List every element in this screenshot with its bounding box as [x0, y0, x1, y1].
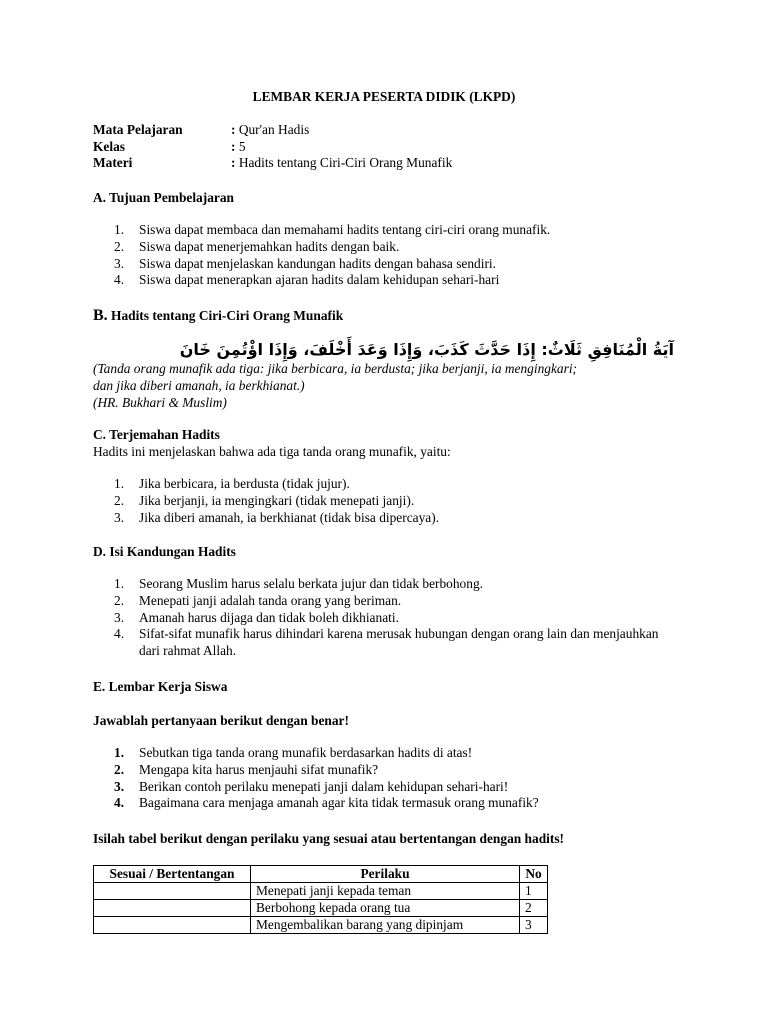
section-a-heading: A. Tujuan Pembelajaran [93, 190, 234, 205]
page-title: LEMBAR KERJA PESERTA DIDIK (LKPD) [252, 89, 516, 104]
meta-label: Mata Pelajaran [93, 122, 183, 137]
behavior-table [93, 865, 548, 934]
list-item: 1. Siswa dapat membaca dan memahami hadits tentang ciri-ciri orang munafik. [114, 222, 551, 237]
section-e-heading: E. Lembar Kerja Siswa [93, 679, 228, 694]
number-cell: 2 [520, 900, 548, 917]
hadith-arabic-text: آيَةُ الْمُنَافِقِ ثَلَاثٌ: إِذَا حَدَّثَ كَذَبَ، وَإِذَا وَعَدَ أَخْلَفَ، وَإِذَا اؤْتُمِنَ خَانَ [179, 340, 674, 359]
list-item: 2. Mengapa kita harus menjauhi sifat munafik? [114, 761, 379, 777]
column-header: No [520, 866, 548, 883]
status-cell[interactable] [94, 900, 251, 917]
list-item: 1. Jika berbicara, ia berdusta (tidak jujur). [114, 476, 350, 491]
column-header: Perilaku [251, 866, 520, 883]
questions-instruction: Jawablah pertanyaan berikut dengan benar! [93, 713, 349, 728]
section-c-intro: Hadits ini menjelaskan bahwa ada tiga tanda orang munafik, yaitu: [93, 444, 451, 459]
meta-label: Kelas [93, 138, 125, 154]
status-cell[interactable] [94, 917, 251, 934]
meta-value: Qur'an Hadis [238, 122, 310, 137]
status-cell[interactable] [94, 883, 251, 900]
list-item: 3. Berikan contoh perilaku menepati janji dalam kehidupan sehari-hari! [114, 778, 509, 794]
behavior-cell: Berbohong kepada orang tua [251, 900, 520, 917]
meta-value: 5 [238, 138, 246, 154]
meta-row-subject: Mata Pelajaran : Qur'an Hadis [93, 122, 310, 137]
table-instruction: Isilah tabel berikut dengan perilaku yang sesuai atau bertentangan dengan hadits! [93, 831, 564, 846]
behavior-cell: Menepati janji kepada teman [251, 883, 520, 900]
meta-row-class: Kelas : 5 [93, 138, 246, 154]
meta-row-material: Materi : Hadits tentang Ciri-Ciri Orang Munafik [93, 155, 453, 170]
list-item: 1. Sebutkan tiga tanda orang munafik berdasarkan hadits di atas! [114, 745, 473, 760]
list-item: 3. Siswa dapat menjelaskan kandungan hadits dengan bahasa sendiri. [114, 255, 496, 271]
objectives-list [93, 222, 550, 289]
list-item: 3. Amanah harus dijaga dan tidak boleh dikhianati. [114, 609, 399, 625]
meta-info [93, 121, 452, 171]
column-header: Sesuai / Bertentangan [94, 866, 251, 883]
list-item: 2. Siswa dapat menerjemahkan hadits dengan baik. [114, 238, 400, 254]
section-c-heading: C. Terjemahan Hadits [93, 427, 220, 442]
list-item: 4. Bagaimana cara menjaga amanah agar kita tidak termasuk orang munafik? [114, 795, 539, 811]
table-row [94, 883, 548, 900]
behavior-cell: Mengembalikan barang yang dipinjam [251, 917, 520, 934]
meta-value: Hadits tentang Ciri-Ciri Orang Munafik [238, 155, 453, 170]
list-item: 4. Siswa dapat menerapkan ajaran hadits dalam kehidupan sehari-hari [114, 272, 500, 288]
list-item: 2. Menepati janji adalah tanda orang yang beriman. [114, 592, 402, 608]
list-item: 3. Jika diberi amanah, ia berkhianat (tidak bisa dipercaya). [114, 509, 440, 525]
table-header-row [94, 866, 548, 883]
section-d-heading: D. Isi Kandungan Hadits [93, 544, 236, 559]
table-row [94, 900, 548, 917]
number-cell: 3 [520, 917, 548, 934]
meta-label: Materi [93, 155, 133, 170]
questions-list [93, 745, 539, 812]
list-item: 2. Jika berjanji, ia mengingkari (tidak menepati janji). [114, 492, 415, 508]
list-item: 4. Sifat-sifat munafik harus dihindari karena merusak hubungan dengan orang lain dan menjauhkan dari rahmat Allah. [114, 626, 659, 659]
translation-list [93, 476, 439, 526]
hadith-translation: (Tanda orang munafik ada tiga: jika berbicara, ia berdusta; jika berjanji, ia mengingkari; dan jika diberi amanah, ia berkhianat.) (HR. Bukhari & Muslim) [93, 360, 693, 411]
section-b-heading: B. Hadits tentang Ciri-Ciri Orang Munafik [93, 307, 344, 324]
content-list [93, 576, 673, 660]
table-row [94, 917, 548, 934]
hadith-source: (HR. Bukhari & Muslim) [93, 395, 227, 410]
list-item: 1. Seorang Muslim harus selalu berkata jujur dan tidak berbohong. [114, 576, 483, 591]
number-cell: 1 [520, 883, 548, 900]
